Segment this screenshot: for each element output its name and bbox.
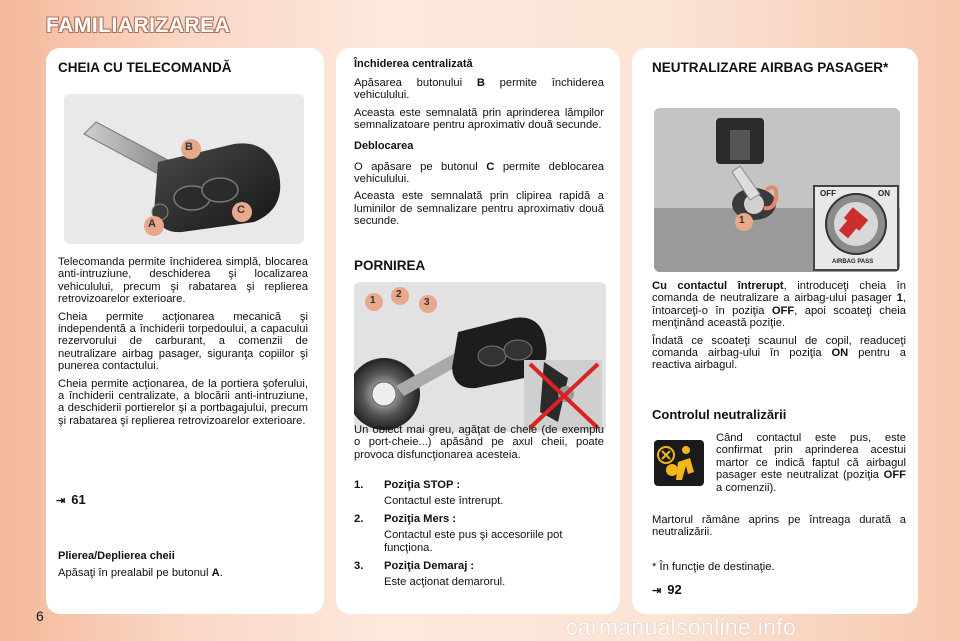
fold-key-text: Apăsaţi în prealabil pe butonul A.: [58, 567, 223, 579]
destination-footnote: * În funcţie de destinaţie.: [652, 561, 775, 573]
key-weight-warning: Un obiect mai greu, agăţat de cheie (de exemplu o port-cheie...) apăsând pe axul cheii, poate provoca disfuncţionarea acesteia.: [354, 424, 604, 461]
airbag-off-instructions: Cu contactul întrerupt, introduceţi cheia în comanda de neutralizare a airbag-ului pasager 1, întoarceţi-o în poziţia OFF, apoi scoateţi cheia menţinând această poziţie.: [652, 280, 906, 330]
remote-key-image: [64, 94, 304, 244]
section-heading-starting: PORNIREA: [354, 258, 426, 273]
position-start-desc: Este acţionat demarorul.: [384, 576, 506, 589]
fold-key-heading: Plierea/Deplierea cheii: [58, 550, 175, 562]
position-stop-title: 1. Poziţia STOP :: [354, 479, 461, 491]
section-heading-remote-key: CHEIA CU TELECOMANDĂ: [58, 60, 232, 75]
label-c: C: [237, 204, 245, 216]
airbag-switch-image: [654, 108, 900, 272]
panel-locking-starting: [336, 48, 620, 614]
label-position-2: 2: [396, 289, 402, 300]
central-locking-heading: Închiderea centralizată: [354, 58, 473, 70]
label-callout-1: 1: [739, 215, 745, 226]
page-number: 6: [36, 608, 44, 624]
page-title: FAMILIARIZAREA: [46, 14, 231, 37]
label-plate: AIRBAG PASS: [832, 259, 874, 265]
position-run-title: 2. Poziţia Mers :: [354, 513, 457, 526]
airbag-off-warning-lamp-icon: [654, 440, 704, 486]
position-run-desc: Contactul este pus şi accesoriile pot funcţiona.: [384, 529, 563, 554]
watermark: carmanualsonline.info: [566, 614, 797, 640]
control-text-1: Când contactul este pus, este confirmat prin aprinderea acestui martor ce indică faptul că airbagul pasager este neutralizat (poziţia OFF a comenzii).: [716, 432, 906, 494]
ignition-positions-list: [354, 479, 606, 589]
central-locking-text-1: Apăsarea butonului B permite închiderea vehiculului.: [354, 77, 604, 102]
remote-paragraph-3: Cheia permite acţionarea, de la portiera şoferului, a închiderii centralizate, a blocării anti-intruziune, a deschiderii portierelor şi a portbagajului, precum şi rabatarea şi replierea retrovizoarelor exterioare.: [58, 377, 308, 427]
position-stop-desc: Contactul este întrerupt.: [384, 495, 504, 507]
label-position-3: 3: [424, 297, 430, 308]
panel-airbag-neutralization: [632, 48, 918, 614]
remote-paragraph-2: Cheia permite acţionarea mecanică şi independentă a închiderii torpedoului, a capacului rezervorului de carburant, a comenzii de neutralizare airbag pasager, siguranţa copiilor şi punerea contactului.: [58, 310, 308, 373]
unlocking-text-2: Aceasta este semnalată prin clipirea rapidă a luminilor de semnalizare pentru aproximativ două secunde.: [354, 190, 604, 228]
label-b: B: [185, 141, 193, 153]
label-a: A: [148, 218, 156, 230]
airbag-on-instructions: Îndată ce scoateţi scaunul de copil, readuceţi comanda airbag-ului în poziţia ON pentru a reactiva airbagul.: [652, 334, 906, 372]
control-text-2: Martorul rămâne aprins pe întreaga durată a neutralizării.: [652, 514, 906, 539]
page-ref-arrow-icon: ⇥: [56, 495, 66, 507]
unlocking-text-1: O apăsare pe butonul C permite deblocarea vehiculului.: [354, 160, 604, 186]
remote-paragraph-1: Telecomanda permite închiderea simplă, blocarea anti-intruziune, deschiderea şi localizarea vehiculului, precum şi rabatarea şi replierea retrovizoarelor exterioare.: [58, 256, 308, 306]
central-locking-text-2: Aceasta este semnalată prin aprinderea lămpilor semnalizatoare pentru aproximativ două secunde.: [354, 106, 604, 132]
label-on: ON: [878, 189, 890, 198]
position-start-title: 3. Poziţia Demaraj :: [354, 560, 475, 573]
control-heading: Controlul neutralizării: [652, 407, 787, 422]
label-position-1: 1: [370, 295, 376, 306]
panel-remote-key: [46, 48, 324, 614]
ignition-key-image: [354, 282, 606, 432]
page-reference-61[interactable]: ⇥ 61: [56, 492, 86, 507]
page-reference-92[interactable]: ⇥ 92: [652, 582, 682, 597]
section-heading-airbag: NEUTRALIZARE AIRBAG PASAGER*: [652, 60, 889, 75]
label-off: OFF: [820, 189, 836, 198]
unlocking-heading: Deblocarea: [354, 139, 414, 152]
page-ref-arrow-icon: ⇥: [652, 585, 662, 597]
